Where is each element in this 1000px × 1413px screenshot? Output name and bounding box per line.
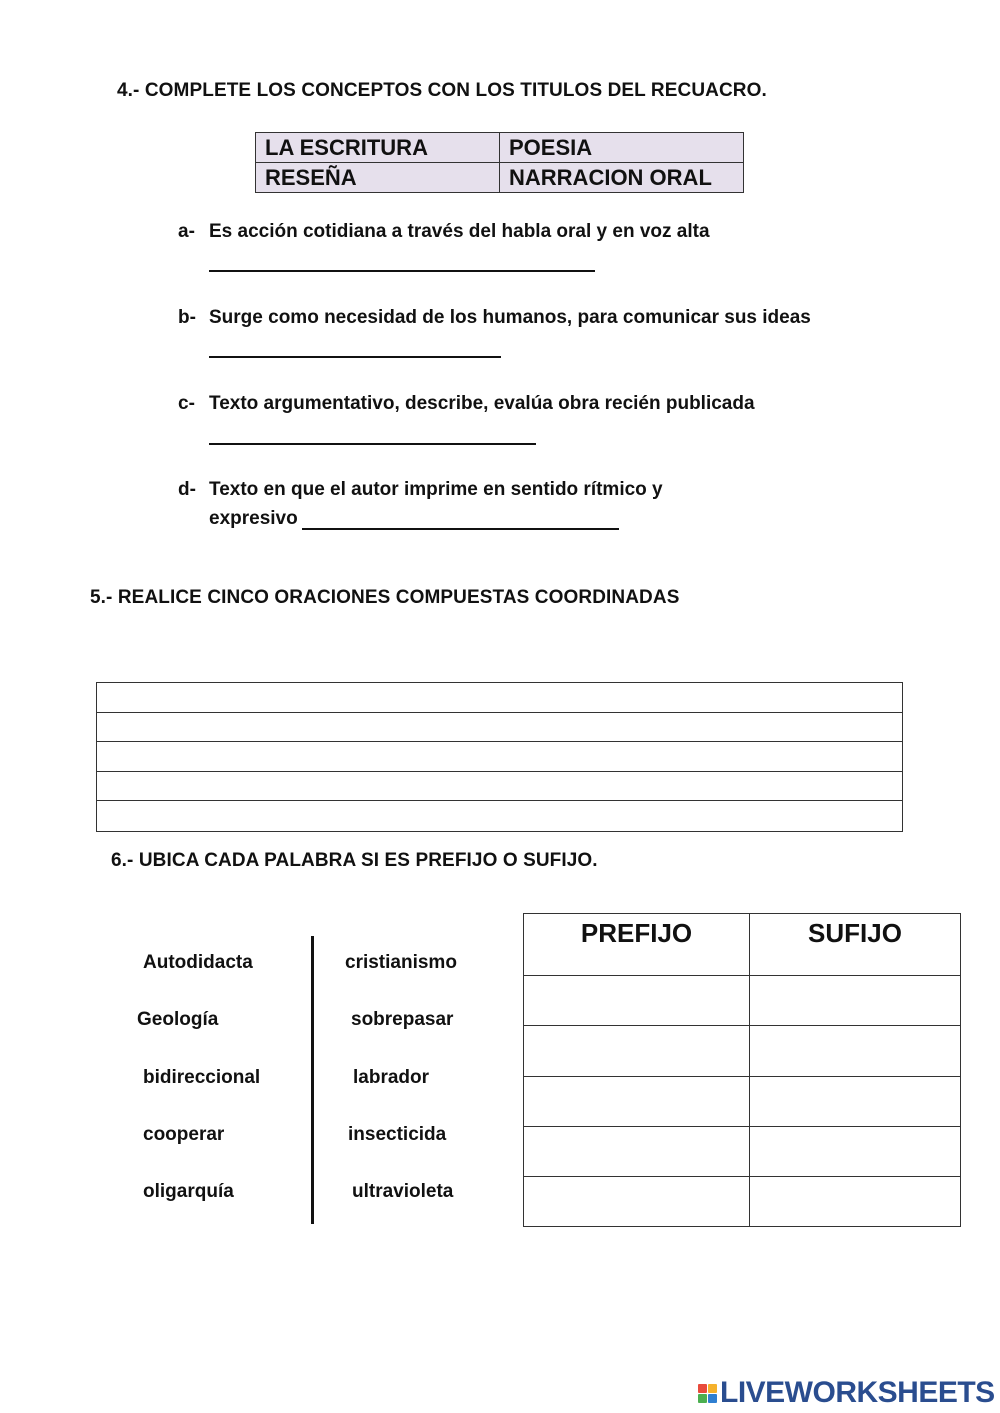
item-letter: c- bbox=[178, 393, 195, 414]
logo-square bbox=[708, 1394, 717, 1403]
title-option: NARRACION ORAL bbox=[500, 163, 744, 193]
section5-heading: 5.- REALICE CINCO ORACIONES COMPUESTAS COORDINADAS bbox=[90, 587, 680, 608]
answer-blank-d[interactable] bbox=[302, 528, 619, 530]
item-text: Es acción cotidiana a través del habla oral y en voz alta bbox=[209, 221, 710, 242]
sentence-line[interactable] bbox=[97, 742, 902, 772]
prefijo-cell[interactable] bbox=[524, 976, 750, 1026]
sentence-lines bbox=[96, 682, 903, 832]
item-letter: a- bbox=[178, 221, 195, 242]
logo-square bbox=[698, 1384, 707, 1393]
word-item[interactable]: ultravioleta bbox=[352, 1181, 454, 1202]
sufijo-header: SUFIJO bbox=[750, 914, 961, 976]
section6-heading: 6.- UBICA CADA PALABRA SI ES PREFIJO O SUFIJO. bbox=[111, 850, 598, 871]
prefix-suffix-table bbox=[523, 913, 961, 1227]
prefijo-header: PREFIJO bbox=[524, 914, 750, 976]
logo-square bbox=[708, 1384, 717, 1393]
sentence-line[interactable] bbox=[97, 772, 902, 802]
item-text: Texto en que el autor imprime en sentido rítmico y bbox=[209, 479, 663, 500]
sufijo-cell[interactable] bbox=[750, 1076, 961, 1126]
prefijo-cell[interactable] bbox=[524, 1126, 750, 1176]
prefijo-cell[interactable] bbox=[524, 1026, 750, 1076]
sufijo-cell[interactable] bbox=[750, 976, 961, 1026]
word-item[interactable]: Autodidacta bbox=[143, 952, 253, 973]
item-a bbox=[178, 221, 710, 243]
item-d bbox=[178, 479, 663, 501]
sentence-line[interactable] bbox=[97, 683, 902, 713]
brand-name: LIVEWORKSHEETS bbox=[720, 1376, 995, 1409]
section4-heading: 4.- COMPLETE LOS CONCEPTOS CON LOS TITULOS DEL RECUACRO. bbox=[117, 80, 767, 101]
answer-blank-b[interactable] bbox=[209, 356, 501, 358]
title-option: POESIA bbox=[500, 133, 744, 163]
item-b bbox=[178, 307, 811, 329]
liveworksheets-logo-icon bbox=[698, 1384, 717, 1403]
title-option: LA ESCRITURA bbox=[256, 133, 500, 163]
sufijo-cell[interactable] bbox=[750, 1026, 961, 1076]
sufijo-cell[interactable] bbox=[750, 1177, 961, 1227]
item-text: Surge como necesidad de los humanos, para comunicar sus ideas bbox=[209, 307, 811, 328]
liveworksheets-brand[interactable] bbox=[698, 1376, 995, 1410]
word-item[interactable]: bidireccional bbox=[143, 1067, 261, 1088]
word-item[interactable]: sobrepasar bbox=[351, 1009, 454, 1030]
word-item[interactable]: cristianismo bbox=[345, 952, 457, 973]
word-item[interactable]: oligarquía bbox=[143, 1181, 234, 1202]
item-letter: b- bbox=[178, 307, 196, 328]
titles-box bbox=[255, 132, 744, 193]
title-option: RESEÑA bbox=[256, 163, 500, 193]
word-item[interactable]: insecticida bbox=[348, 1124, 447, 1145]
logo-square bbox=[698, 1394, 707, 1403]
sentence-line[interactable] bbox=[97, 801, 902, 831]
sentence-line[interactable] bbox=[97, 713, 902, 743]
item-d-continuation: expresivo bbox=[209, 508, 298, 529]
word-item[interactable]: Geología bbox=[137, 1009, 219, 1030]
prefijo-cell[interactable] bbox=[524, 1076, 750, 1126]
answer-blank-c[interactable] bbox=[209, 443, 536, 445]
prefijo-cell[interactable] bbox=[524, 1177, 750, 1227]
item-text: Texto argumentativo, describe, evalúa obra recién publicada bbox=[209, 393, 755, 414]
word-divider bbox=[311, 936, 314, 1224]
item-letter: d- bbox=[178, 479, 196, 500]
word-item[interactable]: cooperar bbox=[143, 1124, 225, 1145]
answer-blank-a[interactable] bbox=[209, 270, 595, 272]
item-c bbox=[178, 393, 755, 415]
sufijo-cell[interactable] bbox=[750, 1126, 961, 1176]
word-item[interactable]: labrador bbox=[353, 1067, 430, 1088]
